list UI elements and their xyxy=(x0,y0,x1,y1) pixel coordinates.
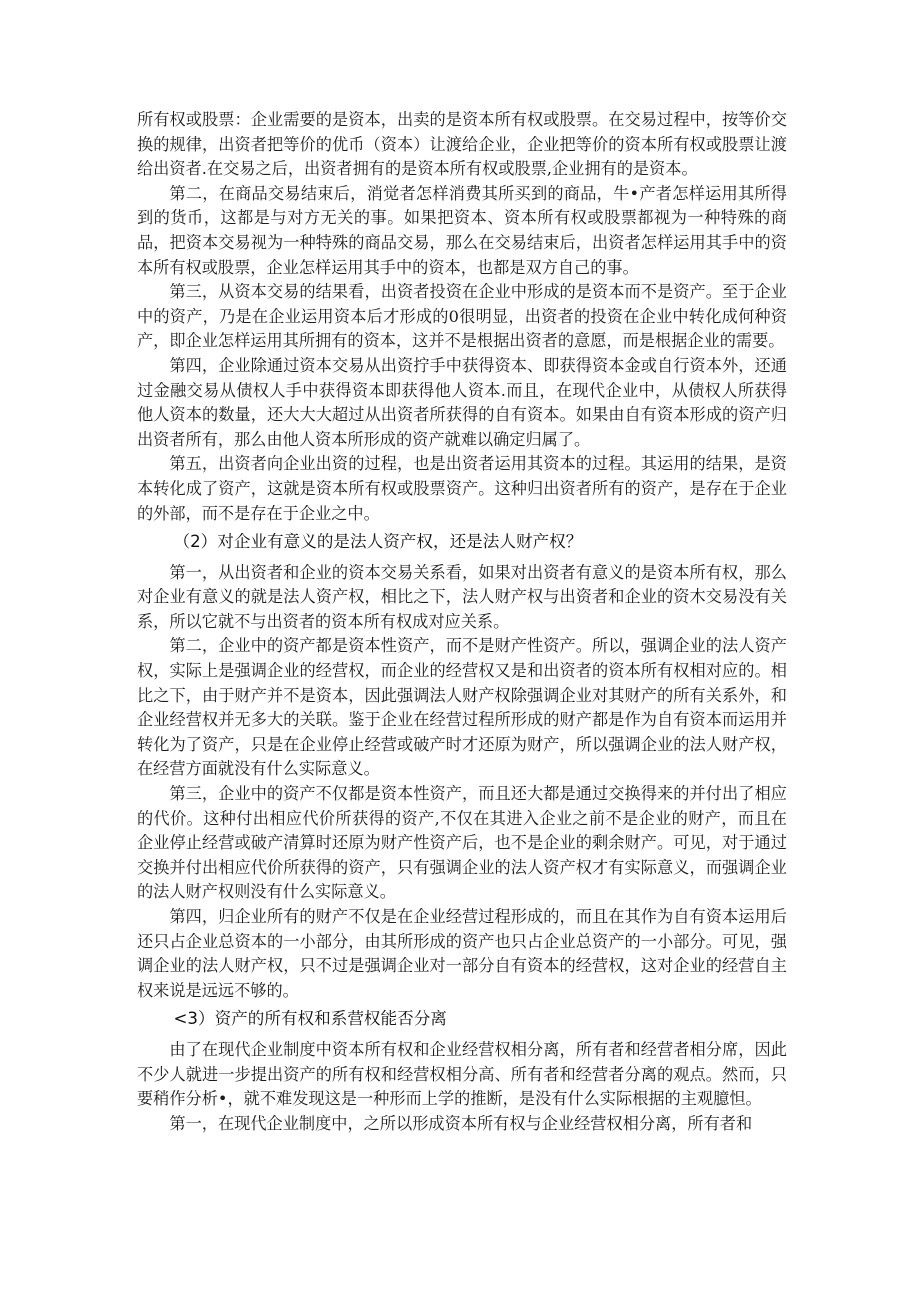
section3-paragraph-second: 第一，在现代企业制度中，之所以形成资本所有权与企业经营权相分离，所有者和 xyxy=(169,1113,753,1133)
section-heading-3: <3）资产的所有权和系营权能否分离 xyxy=(173,1009,447,1029)
section2-paragraph-fourth: 第四，归企业所有的财产不仅是在企业经营过程形成的，而且在其作为自有资本运用后还只占企业总资本的一小部分，由其所形成的资产也只占企业总资产的一小部分。可见，强调企业的法人财产权，只不过是强调企业对一部分自有资本的经营权，这对企业的经营自主权来说是远远不够的。 xyxy=(137,907,787,1000)
section2-paragraph-second: 第二，企业中的资产都是资本性资产，而不是财产性资产。所以，强调企业的法人资产权，实际上是强调企业的经营权，而企业的经营权又是和出资者的资本所有权相对应的。相比之下，由于财产并不是资本，因此强调法人财产权除强调企业对其财产的所有关系外，和企业经营权并无多大的关联。鉴于企业在经营过程所形成的财产都是作为自有资本而运用并转化为了资产，只是在企业停止经营或破产时才还原为财产，所以强调企业的法人财产权，在经营方面就没有什么实际意义。 xyxy=(137,636,787,779)
paragraph-third: 第三，从资本交易的结果看，出资者投资在企业中形成的是资本而不是资产。至于企业中的资产，乃是在企业运用资本后才形成的0很明显，出资者的投资在企业中转化成何种资产，即企业怎样运用其所拥有的资本，这并不是根据出资者的意愿，而是根据企业的需要。 xyxy=(137,282,787,351)
paragraph-fourth: 第四，企业除通过资本交易从出资拧手中获得资本、即获得资本金或自行资本外，还通过金融交易从债权人手中获得资本即获得他人资本.而且，在现代企业中，从债权人所获得他人资本的数量，还大大大超过从出资者所获得的自有资本。如果由自有资本形成的资产归出资者所有，那么由他人资本所形成的资产就难以确定归属了。 xyxy=(137,355,787,449)
paragraph-continuation: 所有权或股票：企业需要的是资本，出卖的是资本所有权或股票。在交易过程中，按等价交换的规律，出资者把等价的优币（资本）让渡给企业，企业把等价的资本所有权或股票让渡给出资者.在交易之后，出资者拥有的是资本所有权或股票,企业拥有的是资本。 xyxy=(137,110,787,179)
paragraph-second: 第二，在商品交易结束后，消觉者怎样消费其所买到的商品，牛•产者怎样运用其所得到的货币，这都是与对方无关的事。如果把资本、资本所有权或股票都视为一种特殊的商品，把资本交易视为一种特殊的商品交易，那么在交易结束后，出资者怎样运用其手中的资本所有权或股票，企业怎样运用其手中的资本，也都是双方自己的事。 xyxy=(137,183,787,277)
section-heading-2: （2）对企业有意义的是法人资产权，还是法人财产权？ xyxy=(173,532,583,552)
section2-paragraph-third: 第三，企业中的资产不仅都是资本性资产，而且还大都是通过交换得来的并付出了相应的代价。这种付出相应代价所获得的资产,不仅在其进入企业之前不是企业的财产，而且在企业停止经营或破产清算时还原为财产性资产后，也不是企业的剩余财产。可见，对于通过交换并付出相应代价所获得的资产，只有强调企业的法人资产权才有实际意义，而强调企业的法人财产权则没有什么实际意义。 xyxy=(137,784,787,902)
section3-paragraph-first: 由了在现代企业制度中资本所有权和企业经营权相分离，所有者和经营者相分席，因此不少人就进一步提出资产的所有权和经营权相分高、所有者和经营者分离的观点。然而，只要稍作分析•，就不难发现这是一种形而上学的推断，是没有什么实际根据的主观臆怛。 xyxy=(137,1039,787,1109)
section2-paragraph-first: 第一，从出资者和企业的资本交易关系看，如果对出资者有意义的是资本所有权，那么对企业有意义的就是法人资产权，相比之下，法人财产权与出资者和企业的资木交易没有关系，所以它就不与出资者的资本所有权成对应关系。 xyxy=(137,562,787,631)
paragraph-fifth: 第五，出资者向企业出资的过程，也是出资者运用其资本的过程。其运用的结果，是资本转化成了资产，这就是资本所有权或股票资产。这种归出资者所有的资产，是存在于企业的外部，而不是存在于企业之中。 xyxy=(137,454,787,523)
document-body xyxy=(137,108,787,1136)
